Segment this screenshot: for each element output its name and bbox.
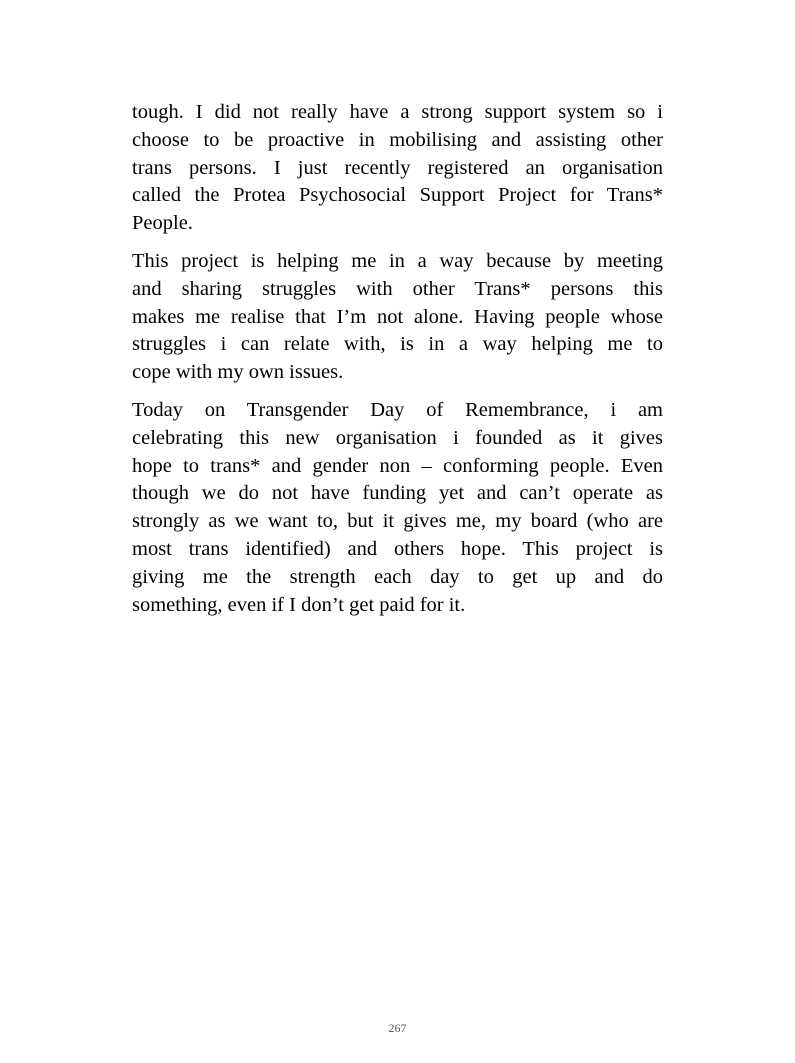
text-line: something, even if I don’t get paid for it. bbox=[132, 593, 466, 616]
text-line: choose to be proactive in mobilising and assisting other bbox=[132, 128, 663, 151]
paragraph-2 bbox=[132, 248, 663, 387]
text-line: cope with my own issues. bbox=[132, 361, 344, 384]
body-text bbox=[132, 99, 663, 629]
text-line: Today on Transgender Day of Remembrance, i am bbox=[132, 398, 663, 421]
text-line: strongly as we want to, but it gives me, my board (who are bbox=[132, 510, 663, 533]
text-line: tough. I did not really have a strong support system so i bbox=[132, 101, 663, 123]
paragraph-3 bbox=[132, 397, 663, 619]
text-line: This project is helping me in a way because by meeting bbox=[132, 249, 663, 272]
text-line: People. bbox=[132, 212, 193, 235]
text-line: though we do not have funding yet and can’t operate as bbox=[132, 482, 663, 505]
text-line: trans persons. I just recently registered an organisation bbox=[132, 156, 663, 179]
text-line: giving me the strength each day to get up and do bbox=[132, 565, 663, 588]
text-line: most trans identified) and others hope. This project is bbox=[132, 537, 663, 560]
page-number: 267 bbox=[388, 1021, 407, 1035]
text-line: struggles i can relate with, is in a way helping me to bbox=[132, 333, 663, 356]
text-line: called the Protea Psychosocial Support Project for Trans* bbox=[132, 184, 663, 207]
text-line: celebrating this new organisation i founded as it gives bbox=[132, 426, 663, 449]
paragraph-1 bbox=[132, 99, 663, 238]
text-line: hope to trans* and gender non – conforming people. Even bbox=[132, 454, 663, 477]
text-line: and sharing struggles with other Trans* persons this bbox=[132, 277, 663, 300]
text-line: makes me realise that I’m not alone. Having people whose bbox=[132, 305, 663, 328]
